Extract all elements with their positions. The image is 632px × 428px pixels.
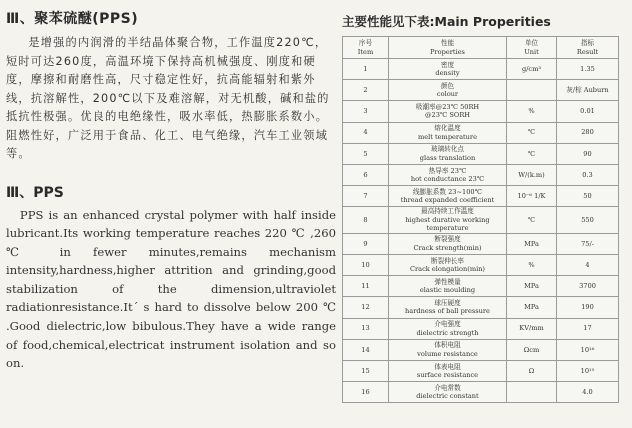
properties-table	[342, 36, 619, 403]
table-row	[343, 59, 619, 80]
table-row	[343, 164, 619, 185]
table-body	[343, 59, 619, 403]
cell-item: 14	[343, 339, 389, 360]
cell-item: 12	[343, 297, 389, 318]
property-en: dielectric strength	[416, 328, 479, 337]
left-column	[6, 8, 336, 373]
cell-unit: MPa	[507, 233, 557, 254]
header-unit: 单位 Unit	[507, 37, 557, 59]
table-row	[343, 143, 619, 164]
cell-property	[389, 143, 507, 164]
table-title: 主要性能见下表:Main Properities	[342, 14, 551, 29]
cell-item: 10	[343, 255, 389, 276]
cell-result: 4	[557, 255, 619, 276]
table-row	[343, 255, 619, 276]
cell-property	[389, 59, 507, 80]
cell-item: 11	[343, 276, 389, 297]
cell-item: 4	[343, 122, 389, 143]
cell-item: 2	[343, 80, 389, 101]
cell-result: 10¹⁵	[557, 360, 619, 381]
header-result: 指标 Result	[557, 37, 619, 59]
table-row	[343, 360, 619, 381]
cell-result: 17	[557, 318, 619, 339]
cell-unit: 10⁻⁶ 1/K	[507, 186, 557, 207]
cell-unit: %	[507, 255, 557, 276]
property-en: Crack elongation(min)	[409, 265, 486, 274]
cell-unit: Ωcm	[507, 339, 557, 360]
property-cn: 介电强度	[434, 320, 461, 329]
cell-property	[389, 360, 507, 381]
cn-paragraph: 是增强的内润滑的半结晶体聚合物，工作温度220℃，短时可达260度，高温环境下保持高机械强度、刚度和硬度，摩擦和耐磨性高，尺寸稳定性好，抗高能辐射和紫外线，抗溶解性，200℃以下及难溶解，对无机酸，碱和盐的抵抗性极强。优良的电绝缘性，吸水率低，热膨胀系数小。阻燃性好，广泛用于食品、化工、电气绝缘，汽车工业领域等。	[6, 36, 330, 160]
table-row	[343, 186, 619, 207]
cell-unit: MPa	[507, 297, 557, 318]
cell-result: 10¹⁶	[557, 339, 619, 360]
cell-property	[389, 233, 507, 254]
en-paragraph: PPS is an enhanced crystal polymer with half inside lubricant.Its working temperature reaches 220 ℃ ,260 ℃ in fewer minutes,remains mechanism intensity,hardness,higher attrition and grinding,good stabilization of the dimension,ultraviolet radiationresistance.It´ s hard to dissolve below 200 ℃ .Good dielectric,low bibulous.They have a wide range of food,chemical,electricat instrument isolation and so on.	[6, 207, 336, 371]
cell-item: 5	[343, 143, 389, 164]
property-en: hardness of ball pressure	[405, 307, 490, 316]
property-en: dielectric constant	[416, 392, 479, 401]
property-en: glass translation	[419, 153, 476, 162]
cell-result: 0.01	[557, 101, 619, 122]
table-row	[343, 382, 619, 403]
cell-property	[389, 101, 507, 122]
property-en: highest durative working temperature	[405, 215, 490, 233]
cell-item: 16	[343, 382, 389, 403]
property-en: Crack strength(min)	[413, 243, 482, 252]
cell-unit: ℃	[507, 122, 557, 143]
cell-result: 1.35	[557, 59, 619, 80]
cell-property	[389, 122, 507, 143]
table-row	[343, 318, 619, 339]
cell-property	[389, 276, 507, 297]
cell-item: 9	[343, 233, 389, 254]
table-row	[343, 207, 619, 234]
property-cn: 体表电阻	[434, 362, 461, 371]
cell-item: 6	[343, 164, 389, 185]
property-en: @23℃ SORH	[424, 111, 471, 120]
cell-item: 1	[343, 59, 389, 80]
cell-result: 75/-	[557, 233, 619, 254]
cell-result: 280	[557, 122, 619, 143]
cell-property	[389, 186, 507, 207]
cell-item: 3	[343, 101, 389, 122]
cell-item: 15	[343, 360, 389, 381]
cell-result: 4.0	[557, 382, 619, 403]
property-cn: 吸潮率@23℃ 50RH	[415, 102, 480, 111]
table-row	[343, 233, 619, 254]
en-heading: Ⅲ、PPS	[6, 184, 64, 201]
cell-property	[389, 382, 507, 403]
property-en: colour	[436, 90, 459, 99]
cell-result: 90	[557, 143, 619, 164]
cn-heading: Ⅲ、聚苯硫醚(PPS)	[6, 11, 139, 27]
cell-property	[389, 255, 507, 276]
property-en: thread expanded coefficient	[400, 196, 495, 205]
property-cn: 熔化温度	[434, 124, 461, 133]
header-properties: 性能 Properties	[389, 37, 507, 59]
cell-result: 0.3	[557, 164, 619, 185]
property-cn: 最高持续工作温度	[421, 207, 474, 216]
property-cn: 线膨胀系数 23~100℃	[413, 187, 482, 196]
cell-unit: ℃	[507, 207, 557, 234]
property-cn: 颜色	[440, 81, 455, 90]
property-en: volume resistance	[417, 349, 478, 358]
cell-property	[389, 207, 507, 234]
property-cn: 密度	[440, 60, 455, 69]
cell-result: 3700	[557, 276, 619, 297]
cell-unit	[507, 80, 557, 101]
property-cn: 介电常数	[434, 383, 461, 392]
property-en: elastic moulding	[419, 286, 476, 295]
cell-unit: Ω	[507, 360, 557, 381]
cell-unit: MPa	[507, 276, 557, 297]
property-cn: 弹性模量	[434, 277, 461, 286]
property-en: hot conductance 23℃	[410, 175, 485, 184]
table-row	[343, 80, 619, 101]
cell-property	[389, 297, 507, 318]
cell-unit: g/cm³	[507, 59, 557, 80]
cell-property	[389, 164, 507, 185]
table-header-row	[343, 37, 619, 59]
property-cn: 断裂强度	[434, 235, 461, 244]
table-row	[343, 297, 619, 318]
cell-item: 8	[343, 207, 389, 234]
table-row	[343, 276, 619, 297]
table-row	[343, 122, 619, 143]
cell-result: 550	[557, 207, 619, 234]
cell-unit	[507, 382, 557, 403]
cell-unit: ℃	[507, 143, 557, 164]
cell-property	[389, 339, 507, 360]
right-column	[342, 12, 622, 403]
property-cn: 断裂伸长率	[431, 256, 464, 265]
cell-unit: %	[507, 101, 557, 122]
property-en: melt temperature	[418, 132, 477, 141]
property-en: density	[435, 69, 460, 78]
cell-result: 50	[557, 186, 619, 207]
cell-item: 7	[343, 186, 389, 207]
property-cn: 热导率 23℃	[428, 166, 467, 175]
table-row	[343, 101, 619, 122]
property-en: surface resistance	[416, 371, 479, 380]
header-item: 序号 Item	[343, 37, 389, 59]
cell-item: 13	[343, 318, 389, 339]
cell-unit: KV/mm	[507, 318, 557, 339]
cell-property	[389, 80, 507, 101]
table-row	[343, 339, 619, 360]
property-cn: 玻璃转化点	[431, 145, 464, 154]
cell-unit: W/(k.m)	[507, 164, 557, 185]
cell-result: 190	[557, 297, 619, 318]
property-cn: 球压硬度	[434, 298, 461, 307]
property-cn: 体积电阻	[434, 341, 461, 350]
cell-result: 灰/棕 Auburn	[557, 80, 619, 101]
cell-property	[389, 318, 507, 339]
